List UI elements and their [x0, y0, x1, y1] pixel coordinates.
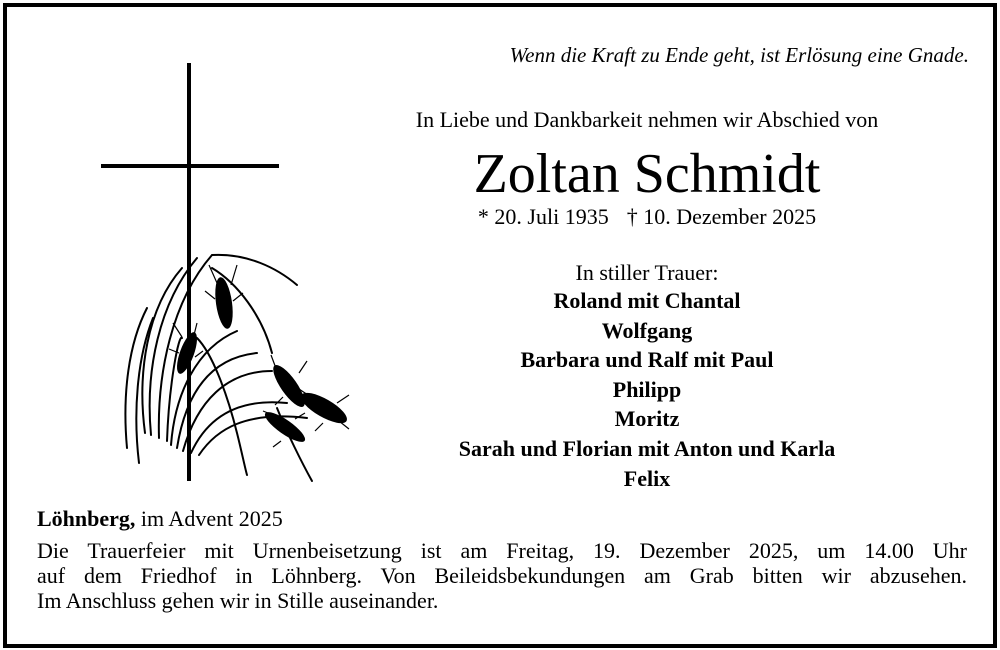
intro-line: In Liebe und Dankbarkeit nehmen wir Abschied von	[415, 107, 879, 132]
notice-line: Im Anschluss gehen wir in Stille auseinander.	[37, 588, 439, 613]
mourner-item: Moritz	[614, 406, 680, 432]
mourner-item: Wolfgang	[601, 317, 693, 343]
place-date: im Advent 2025	[140, 506, 283, 531]
mourner-item: Felix	[623, 465, 671, 491]
mourners-list	[307, 286, 987, 493]
death-date: † 10. Dezember 2025	[626, 204, 817, 229]
deceased-name: Zoltan Schmidt	[473, 143, 821, 205]
birth-date: * 20. Juli 1935	[477, 204, 609, 229]
funeral-notice	[37, 538, 967, 613]
mourner-item: Philipp	[612, 376, 682, 402]
place-name: Löhnberg,	[37, 506, 136, 531]
mourner-item: Barbara und Ralf mit Paul	[520, 347, 774, 373]
place-and-date	[37, 506, 283, 532]
mourner-item: Sarah und Florian mit Anton und Karla	[458, 435, 836, 461]
notice-line: auf dem Friedhof in Löhnberg. Von Beileidsbekundungen am Grab bitten wir abzusehen.	[37, 563, 967, 588]
motto-quote: Wenn die Kraft zu Ende geht, ist Erlösung eine Gnade.	[509, 43, 969, 67]
obituary-notice	[3, 3, 997, 648]
mourning-label: In stiller Trauer:	[575, 260, 719, 285]
notice-line: Die Trauerfeier mit Urnenbeisetzung ist am Freitag, 19. Dezember 2025, um 14.00 Uhr	[37, 538, 967, 563]
mourner-item: Roland mit Chantal	[553, 288, 741, 313]
life-dates	[307, 204, 987, 230]
